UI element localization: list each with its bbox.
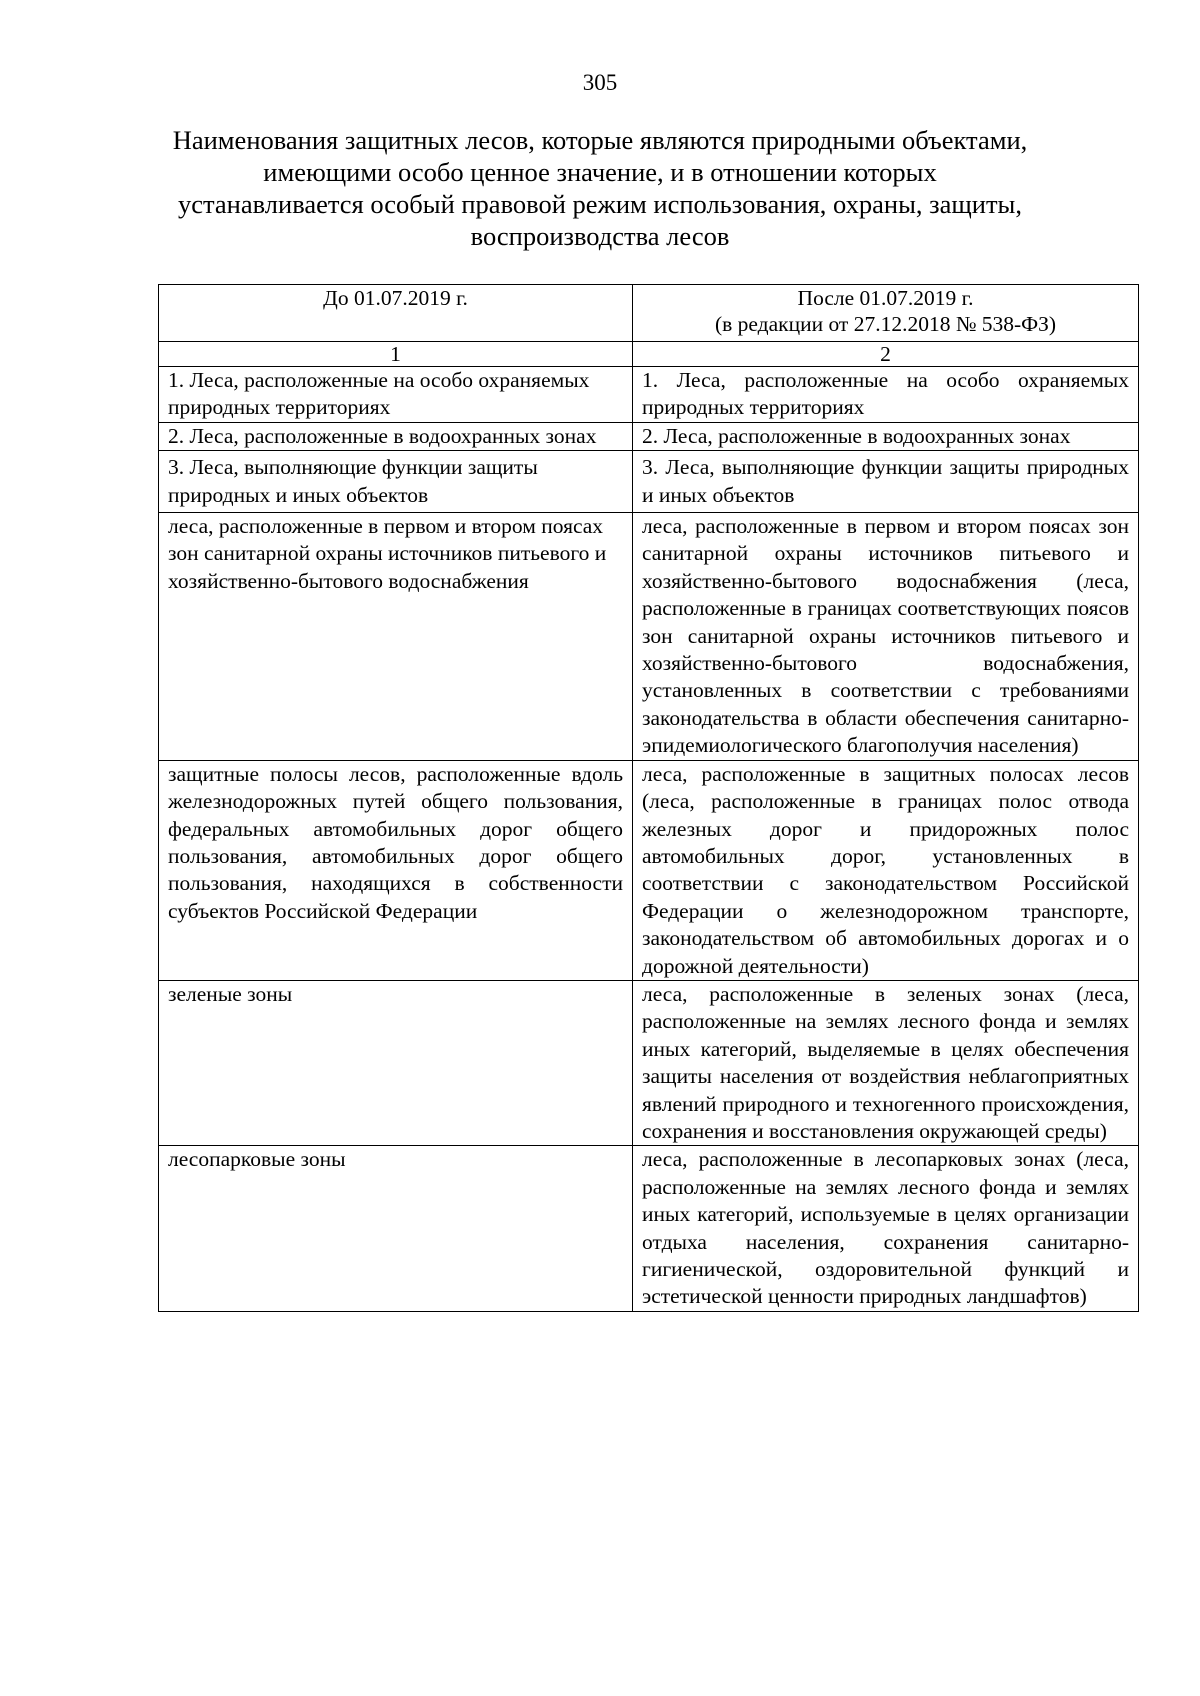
table-row: [159, 760, 1139, 980]
table-row: [159, 367, 1139, 423]
table-row: [159, 980, 1139, 1145]
title-line: имеющими особо ценное значение, и в отношении которых: [263, 157, 937, 187]
cell-after: леса, расположенные в защитных полосах лесов (леса, расположенные в границах полос отвода железных дорог и придорожных полос автомобильных дорог, установленных в соответствии с законодательством Российской Федерации о железнодорожном транспорте, законодательством об автомобильных дорогах и о дорожной деятельности): [633, 760, 1139, 980]
cell-before: 1. Леса, расположенные на особо охраняемых природных территориях: [159, 367, 633, 423]
cell-before: 2. Леса, расположенные в водоохранных зонах: [159, 422, 633, 450]
document-title: [150, 124, 1050, 252]
page-number: 305: [582, 70, 618, 95]
header-after: [633, 285, 1139, 342]
cell-before: лесопарковые зоны: [159, 1146, 633, 1311]
header-after-line1: После 01.07.2019 г.: [797, 286, 974, 310]
column-number-2: 2: [633, 342, 1139, 367]
cell-before: защитные полосы лесов, расположенные вдоль железнодорожных путей общего пользования, федеральных автомобильных дорог общего пользования, автомобильных дорог общего пользования, находящихся в собственности субъектов Российской Федерации: [159, 760, 633, 980]
comparison-table: [158, 284, 1139, 1312]
column-number-row: [159, 342, 1139, 367]
cell-after: леса, расположенные в лесопарковых зонах (леса, расположенные на землях лесного фонда и землях иных категорий, используемые в целях организации отдыха населения, сохранения санитарно-гигиенической, оздоровительной функций и эстетической ценности природных ландшафтов): [633, 1146, 1139, 1311]
cell-after: 1. Леса, расположенные на особо охраняемых природных территориях: [633, 367, 1139, 423]
title-line: устанавливается особый правовой режим использования, охраны, защиты,: [178, 189, 1022, 219]
cell-before: зеленые зоны: [159, 980, 633, 1145]
cell-after: 2. Леса, расположенные в водоохранных зонах: [633, 422, 1139, 450]
header-after-line2: (в редакции от 27.12.2018 № 538-ФЗ): [714, 312, 1057, 336]
column-number-1: 1: [159, 342, 633, 367]
cell-after: 3. Леса, выполняющие функции защиты природных и иных объектов: [633, 451, 1139, 513]
header-before: До 01.07.2019 г.: [159, 285, 633, 342]
cell-before: 3. Леса, выполняющие функции защиты природных и иных объектов: [159, 451, 633, 513]
cell-before: леса, расположенные в первом и втором поясах зон санитарной охраны источников питьевого и хозяйственно-бытового водоснабжения: [159, 513, 633, 761]
title-line: воспроизводства лесов: [470, 221, 730, 251]
cell-after: леса, расположенные в зеленых зонах (леса, расположенные на землях лесного фонда и землях иных категорий, выделяемые в целях обеспечения защиты населения от воздействия неблагоприятных явлений природного и техногенного происхождения, сохранения и восстановления окружающей среды): [633, 980, 1139, 1145]
table-row: [159, 422, 1139, 450]
cell-after: леса, расположенные в первом и втором поясах зон санитарной охраны источников питьевого и хозяйственно-бытового водоснабжения (леса, расположенные в границах соответствующих поясов зон санитарной охраны источников питьевого и хозяйственно-бытового водоснабжения, установленных в соответствии с требованиями законодательства в области обеспечения санитарно-эпидемиологического благополучия населения): [633, 513, 1139, 761]
title-line: Наименования защитных лесов, которые являются природными объектами,: [172, 125, 1028, 155]
header-row: [159, 285, 1139, 342]
table-row: [159, 451, 1139, 513]
table-row: [159, 1146, 1139, 1311]
table-row: [159, 513, 1139, 761]
